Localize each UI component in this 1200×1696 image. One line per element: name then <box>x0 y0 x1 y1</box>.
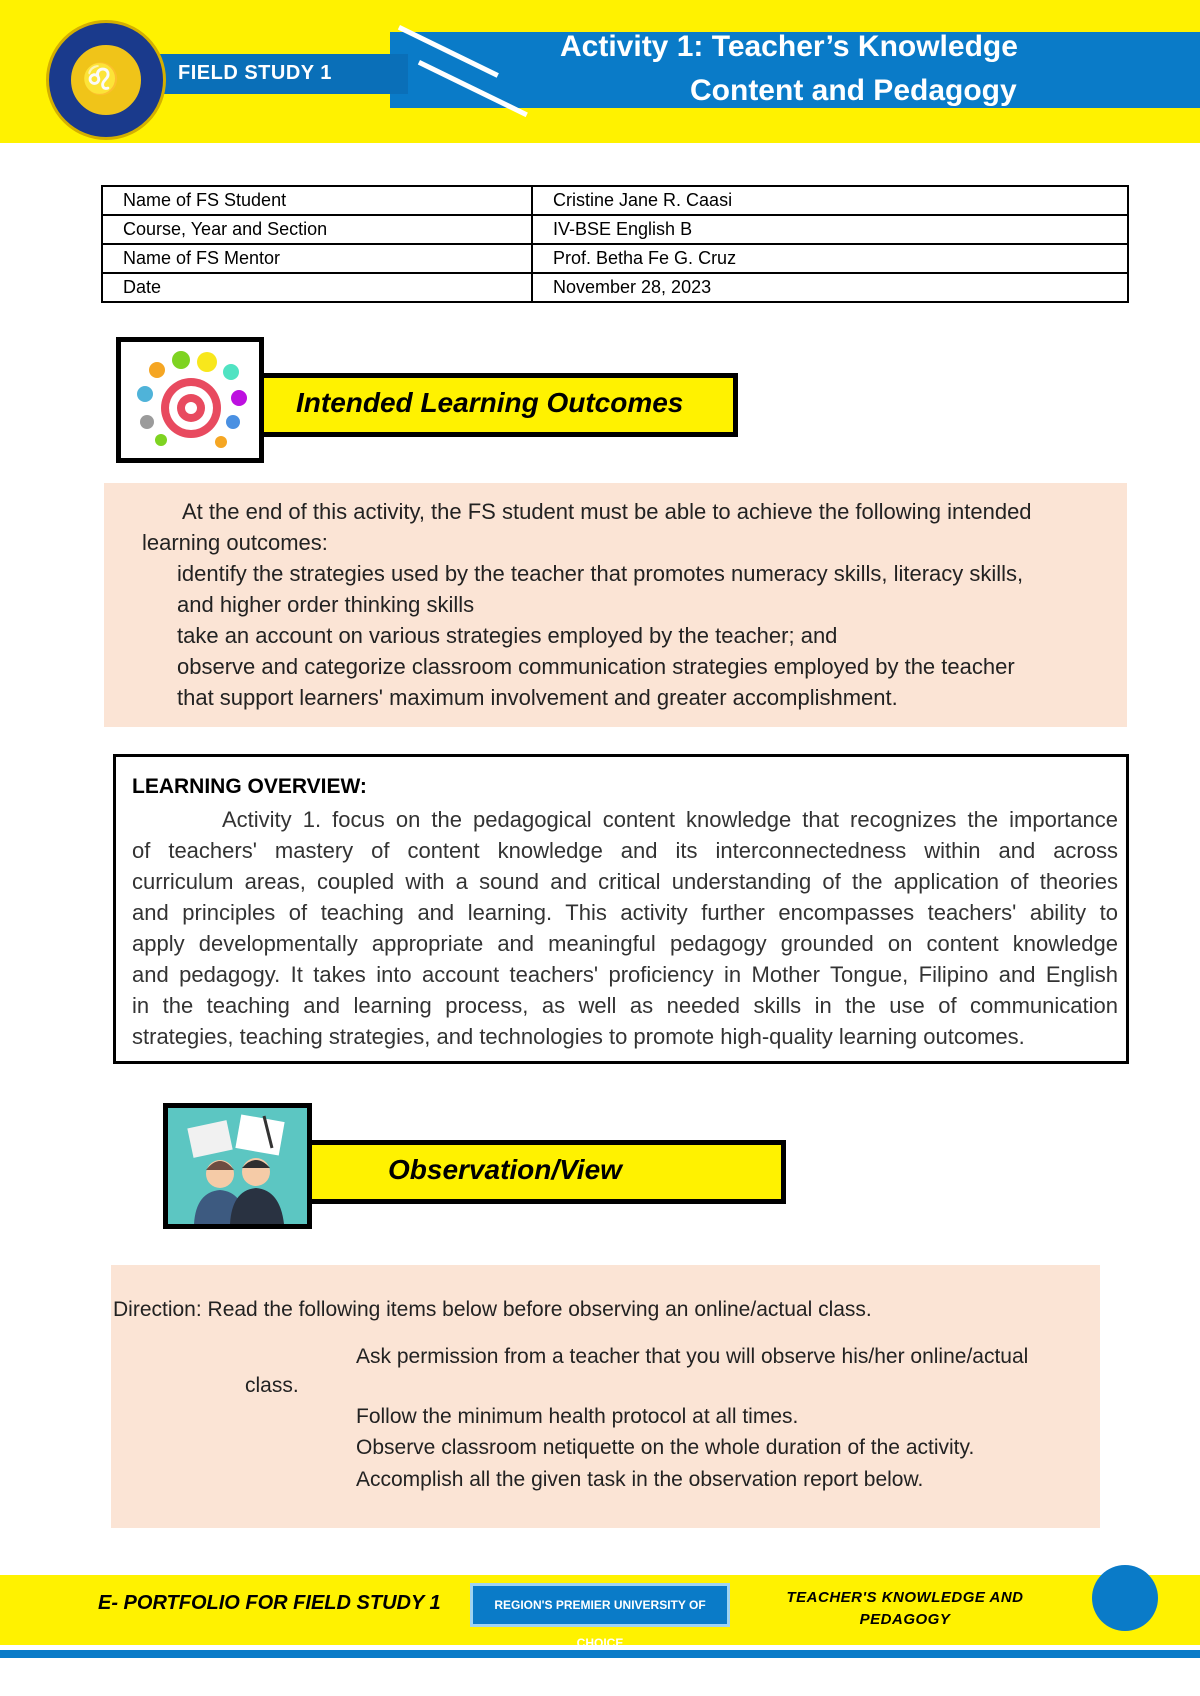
info-label: Course, Year and Section <box>102 215 532 244</box>
observation-item: Follow the minimum health protocol at all times. <box>356 1405 799 1428</box>
info-value: November 28, 2023 <box>532 273 1128 302</box>
info-value: Cristine Jane R. Caasi <box>532 186 1128 215</box>
ilo-intro: At the end of this activity, the FS student must be able to achieve the following intended <box>182 499 1032 524</box>
ilo-item: take an account on various strategies employed by the teacher; and <box>177 623 838 648</box>
ilo-item: identify the strategies used by the teacher that promotes numeracy skills, literacy skills, <box>177 561 1024 586</box>
table-row <box>102 273 1128 302</box>
overview-line: strategies, teaching strategies, and technologies to promote high-quality learning outcomes. <box>132 1024 1025 1049</box>
table-row <box>102 244 1128 273</box>
footer-section-line: PEDAGOGY <box>859 1611 951 1628</box>
observation-item: Observe classroom netiquette on the whole duration of the activity. <box>356 1436 975 1459</box>
ilo-item: that support learners' maximum involvement and greater accomplishment. <box>177 685 898 710</box>
overview-line: of teachers' mastery of content knowledge and its interconnectedness within and across <box>132 838 1118 863</box>
overview-line: Activity 1. focus on the pedagogical content knowledge that recognizes the importance <box>222 807 1118 832</box>
overview-body <box>132 804 1118 1052</box>
footer-section-line: TEACHER'S KNOWLEDGE AND <box>786 1589 1024 1606</box>
target-icon <box>116 337 264 463</box>
observers-icon <box>163 1103 312 1229</box>
ilo-heading: Intended Learning Outcomes <box>296 387 684 418</box>
field-study-label: FIELD STUDY 1 <box>178 62 332 84</box>
overview-line: in the teaching and learning process, as well as needed skills in the use of communication <box>132 993 1118 1018</box>
info-label: Date <box>102 273 532 302</box>
ilo-intro: learning outcomes: <box>142 530 328 555</box>
overview-line: and principles of teaching and learning. This activity further encompasses teachers' ability to <box>132 900 1118 925</box>
info-label: Name of FS Student <box>102 186 532 215</box>
ilo-item: and higher order thinking skills <box>177 592 475 617</box>
info-label: Name of FS Mentor <box>102 244 532 273</box>
learning-overview-box <box>113 754 1129 1064</box>
table-row <box>102 186 1128 215</box>
info-value: Prof. Betha Fe G. Cruz <box>532 244 1128 273</box>
info-value: IV-BSE English B <box>532 215 1128 244</box>
observation-item: Ask permission from a teacher that you will observe his/her online/actual <box>356 1345 1029 1368</box>
page-number-circle <box>1092 1565 1158 1631</box>
footer-section-label <box>760 1587 1050 1631</box>
direction-text: Direction: Read the following items below before observing an online/actual class. <box>113 1298 872 1321</box>
page-title-line2: Content and Pedagogy <box>690 74 1017 107</box>
overview-line: curriculum areas, coupled with a sound and critical understanding of the application of theories <box>132 869 1118 894</box>
observation-item: class. <box>245 1374 299 1397</box>
table-row <box>102 215 1128 244</box>
overview-line: apply developmentally appropriate and meaningful pedagogy grounded on content knowledge <box>132 931 1118 956</box>
overview-line: and pedagogy. It takes into account teachers' proficiency in Mother Tongue, Filipino and English <box>132 962 1118 987</box>
observation-item: Accomplish all the given task in the observation report below. <box>356 1468 924 1491</box>
page-title-line1: Activity 1: Teacher’s Knowledge <box>560 30 1018 63</box>
footer-tagline-badge: REGION'S PREMIER UNIVERSITY OF CHOICE <box>470 1583 730 1627</box>
student-info-table <box>101 185 1129 303</box>
lion-icon: ♌ <box>82 63 120 96</box>
footer-portfolio-label: E- PORTFOLIO FOR FIELD STUDY 1 <box>98 1592 441 1614</box>
ilo-item: observe and categorize classroom communication strategies employed by the teacher <box>177 654 1015 679</box>
overview-heading: LEARNING OVERVIEW: <box>132 775 367 798</box>
observation-heading: Observation/View <box>388 1154 622 1185</box>
